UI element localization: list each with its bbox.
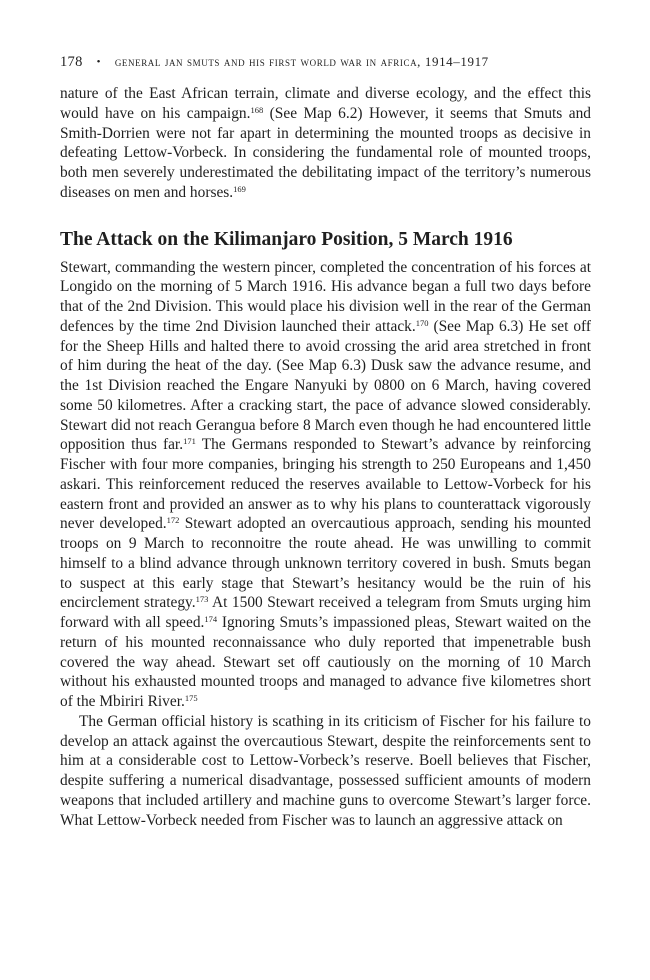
header-bullet: • — [96, 56, 101, 68]
section-heading: The Attack on the Kilimanjaro Position, 5 March 1916 — [60, 228, 513, 250]
text-run: Ignoring Smuts’s impassioned pleas, Stewart waited on the return of his mounted reconnaissance who duly reported that impenetrable bush covered the way ahead. Stewart set off cautiously on the morning of 10 March without his exhausted mounted troops and managed to advance five kilometres short of the Mbiriri River. — [60, 614, 591, 710]
running-header — [60, 52, 591, 72]
footnote-ref[interactable]: 173 — [195, 594, 209, 605]
running-title: general jan smuts and his first world war in africa, 1914–1917 — [114, 54, 489, 69]
page-number: 178 — [60, 53, 83, 70]
text-run: The German official history is scathing in its criticism of Fischer for his failure to develop an attack against the overcautious Stewart, despite the reinforcements sent to him at a considerable cost to Lettow-Vorbeck’s reserve. Boell believes that Fischer, despite suffering a numerical disadvantage, possessed sufficient amounts of modern weapons that included artillery and machine guns to overcome Stewart’s larger force. What Lettow-Vorbeck needed from Fischer was to launch an aggressive attack on — [60, 712, 591, 829]
footnote-ref[interactable]: 172 — [166, 515, 180, 526]
text-run: Stewart adopted an overcautious approach, sending his mounted troops on 9 March to reconnoitre the route ahead. He was unwilling to commit himself to a blind advance through unknown territory covered in bush. Smuts began to suspect at this early stage that Stewart’s hesitancy would be the ruin of his encirclement strategy. — [60, 515, 591, 612]
text-run: The Germans responded to Stewart’s advance by reinforcing Fischer with four more companies, bringing his strength to 250 Europeans and 1,450 askari. This reinforcement reduced the reserves available to Lettow-Vorbeck for his eastern front and provided an answer as to why his plans to counterattack vigorously never developed. — [60, 436, 592, 533]
footnote-ref[interactable]: 171 — [183, 436, 196, 447]
text-run: nature of the East African terrain, climate and diverse ecology, and the effect this would have on his campaign. — [60, 85, 591, 122]
paragraph-1 — [60, 84, 591, 203]
footnote-ref[interactable]: 175 — [184, 693, 198, 703]
text-run: (See Map 6.2) However, it seems that Smuts and Smith-Dorrien were not far apart in determining the mounted troops as decisive in defeating Lettow-Vorbeck. In considering the fundamental role of mounted troops, both men severely underestimated the debilitating impact of the territory’s numerous diseases on men and horses. — [60, 104, 591, 201]
footnote-ref[interactable]: 174 — [204, 614, 218, 624]
text-run: (See Map 6.3) He set off for the Sheep Hills and halted there to avoid crossing the arid area stretched in front of him during the heat of the day. (See Map 6.3) Dusk saw the advance resume, and the 1st Division reached the Engare Nanyuki by 0800 on 6 March, having covered some 50 kilometres. After a cracking start, the pace of advance slowed considerably. Stewart did not reach Gerangua before 8 March even though he had encountered little opposition thus far. — [60, 317, 591, 454]
footnote-ref[interactable]: 170 — [415, 317, 429, 328]
paragraph-3 — [60, 712, 591, 831]
book-page — [60, 52, 591, 830]
paragraph-2 — [60, 258, 591, 712]
text-run: At 1500 Stewart received a telegram from Smuts urging him forward with all speed. — [60, 594, 591, 631]
text-run: Stewart, commanding the western pincer, completed the concentration of his forces at Longido on the morning of 5 March 1916. His advance began a full two days before that of the 2nd Division. This would place his division well in the rear of the German defences by the time 2nd Division launched their attack. — [60, 258, 591, 335]
footnote-ref[interactable]: 168 — [250, 104, 264, 115]
footnote-ref[interactable]: 169 — [233, 183, 246, 194]
